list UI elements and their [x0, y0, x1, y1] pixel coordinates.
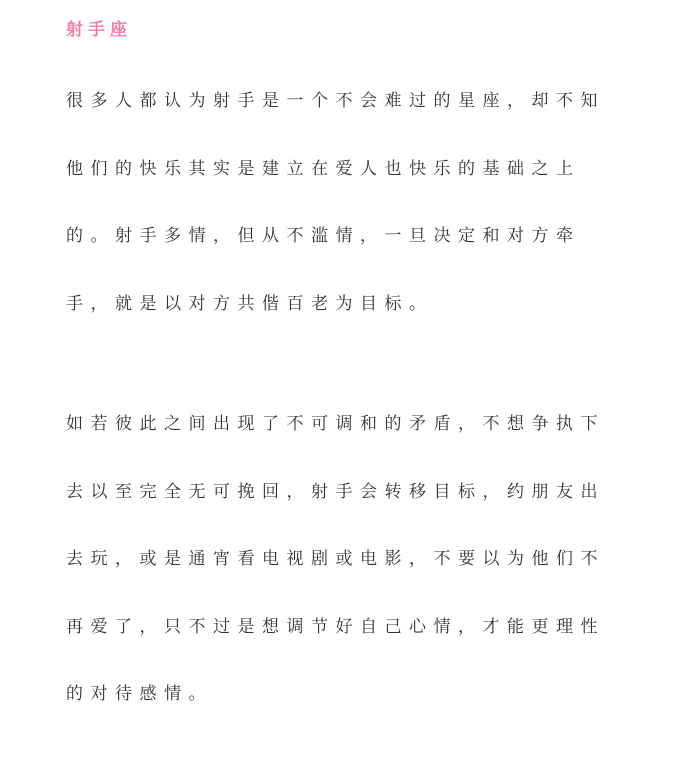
paragraph-line: 很多人都认为射手是一个不会难过的星座，却不知 [66, 91, 605, 111]
paragraph-line: 去玩，或是通宵看电视剧或电影，不要以为他们不 [66, 549, 605, 569]
paragraph-line: 如若彼此之间出现了不可调和的矛盾，不想争执下 [66, 414, 605, 434]
paragraph-line: 他们的快乐其实是建立在爱人也快乐的基础之上 [66, 158, 581, 179]
paragraph-line: 的。射手多情，但从不滥情，一旦决定和对方牵 [66, 226, 581, 246]
article-heading: 射手座 [66, 20, 132, 40]
article-paragraph [66, 413, 646, 751]
article-paragraph [66, 90, 646, 360]
paragraph-line: 手，就是以对方共偕百老为目标。 [66, 293, 434, 314]
paragraph-line: 再爱了，只不过是想调节好自己心情，才能更理性 [66, 616, 605, 637]
paragraph-line: 去以至完全无可挽回，射手会转移目标，约朋友出 [66, 481, 605, 502]
paragraph-line: 的对待感情。 [66, 684, 213, 704]
